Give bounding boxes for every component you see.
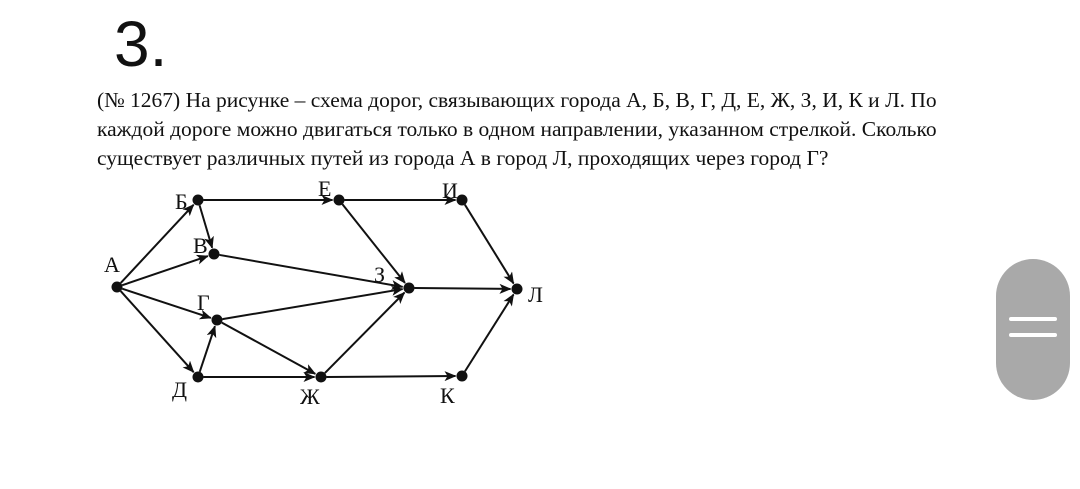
edge-K-L [465, 294, 514, 371]
task-number: 3. [114, 8, 168, 80]
edge-Zh-K [326, 376, 455, 377]
task-statement-line-3: существует различных путей из города А в город Л, проходящих через город Г? [97, 146, 829, 170]
edge-D-G [200, 326, 215, 372]
node-B [193, 195, 204, 206]
edge-Zh-Z [325, 293, 405, 373]
node-label-E: Е [318, 176, 332, 201]
node-I [457, 195, 468, 206]
node-label-G: Г [197, 290, 210, 315]
node-label-Z: З [374, 262, 386, 287]
task-statement-line-1: (№ 1267) На рисунке – схема дорог, связывающих города А, Б, В, Г, Д, Е, Ж, З, И, К и Л. По [97, 88, 937, 112]
task-statement-line-2: каждой дороге можно двигаться только в одном направлении, указанном стрелкой. Сколько [97, 117, 937, 141]
edge-G-Z [222, 289, 402, 319]
node-K [457, 371, 468, 382]
node-label-K: К [440, 383, 455, 408]
node-L [512, 284, 523, 295]
node-label-A: А [104, 252, 120, 277]
node-A [112, 282, 123, 293]
node-E [334, 195, 345, 206]
node-V [209, 249, 220, 260]
node-G [212, 315, 223, 326]
node-D [193, 372, 204, 383]
drag-handle-icon-bar [1009, 333, 1057, 337]
edge-G-Zh [222, 323, 315, 374]
edge-Z-L [414, 288, 510, 289]
node-label-L: Л [528, 282, 543, 307]
node-label-I: И [442, 178, 458, 203]
node-label-B: Б [175, 189, 188, 214]
drag-handle-icon [1009, 317, 1057, 321]
node-label-D: Д [172, 377, 188, 402]
graph-edges [121, 200, 514, 377]
edge-I-L [465, 205, 514, 284]
edge-A-B [121, 205, 194, 283]
node-label-Zh: Ж [300, 384, 320, 409]
node-Zh [316, 372, 327, 383]
node-label-V: В [193, 233, 208, 258]
node-Z [404, 283, 415, 294]
edge-A-V [122, 256, 208, 285]
scroll-handle[interactable] [996, 259, 1070, 400]
edge-A-D [121, 291, 194, 372]
